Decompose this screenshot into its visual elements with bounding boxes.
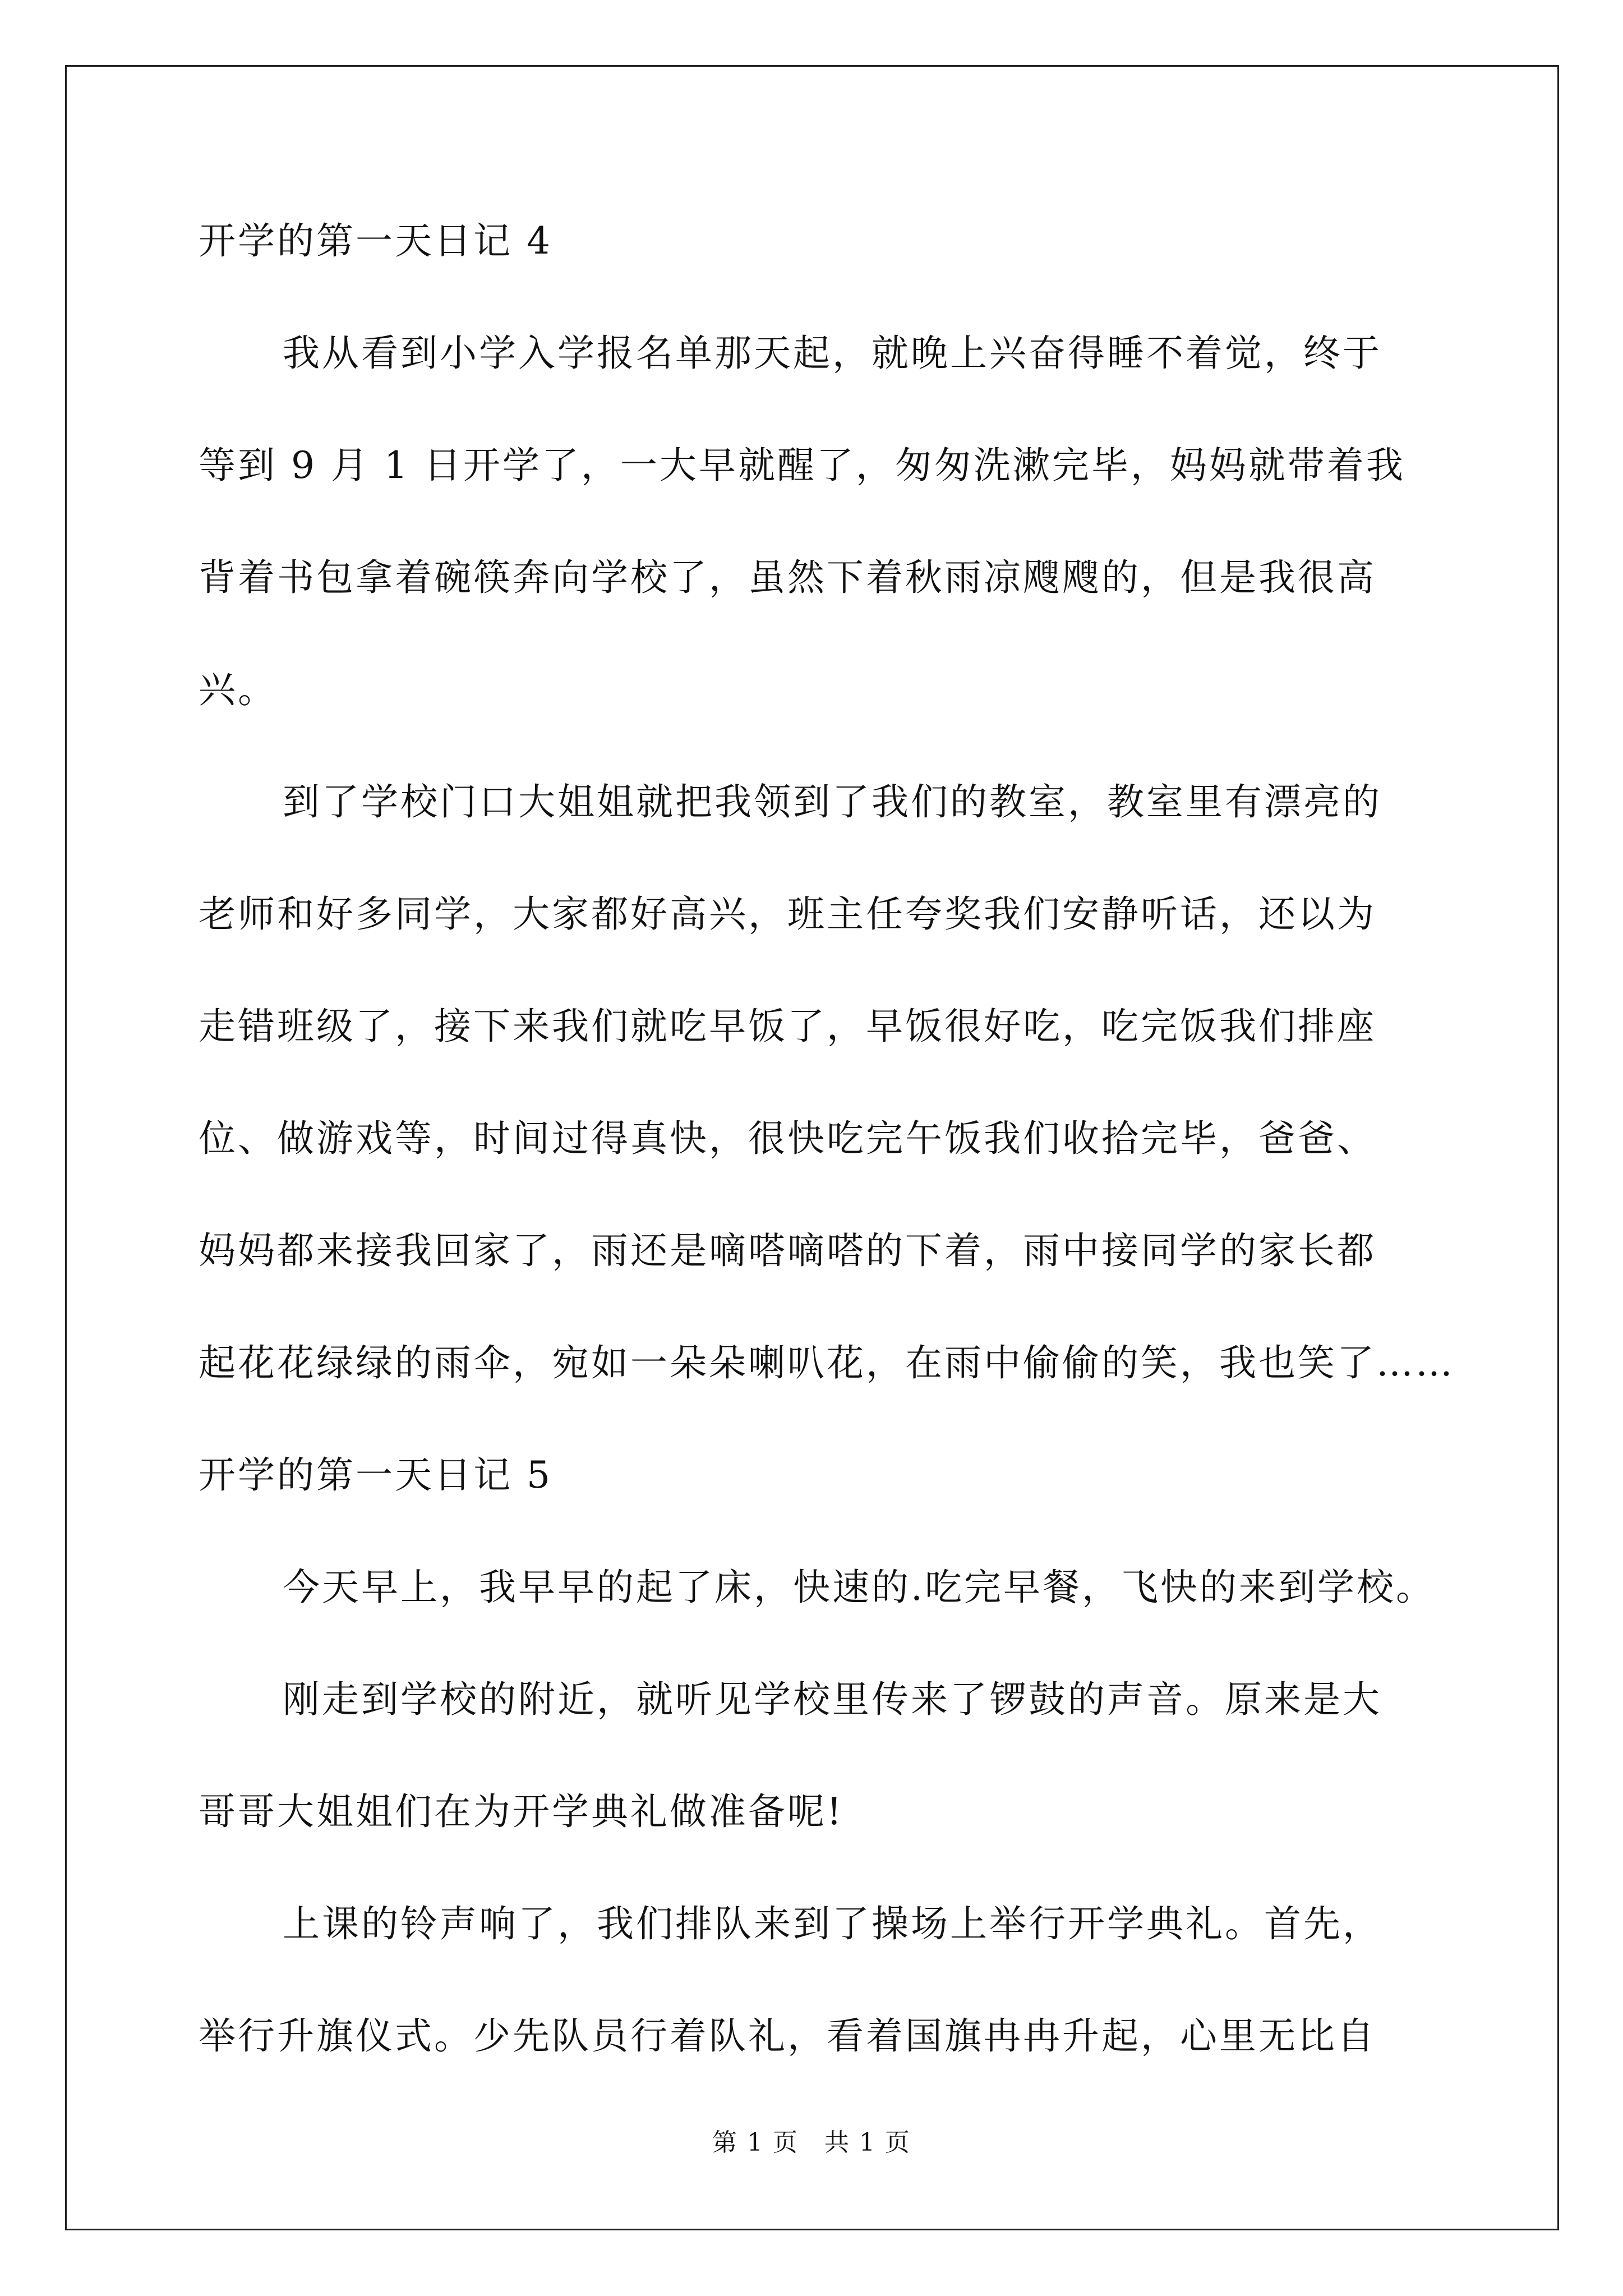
text-line: 我从看到小学入学报名单那天起，就晚上兴奋得睡不着觉，终于 (283, 332, 1382, 375)
text-line: 位、做游戏等，时间过得真快，很快吃完午饭我们收拾完毕，爸爸、 (199, 1117, 1376, 1160)
text-line: 上课的铃声响了，我们排队来到了操场上举行开学典礼。首先， (283, 1902, 1382, 1945)
text-line: 起花花绿绿的雨伞，宛如一朵朵喇叭花，在雨中偷偷的笑，我也笑了…… (199, 1341, 1455, 1384)
text-line: 走错班级了，接下来我们就吃早饭了，早饭很好吃，吃完饭我们排座 (199, 1005, 1376, 1048)
text-line: 妈妈都来接我回家了，雨还是嘀嗒嘀嗒的下着，雨中接同学的家长都 (199, 1229, 1376, 1272)
heading-diary-4: 开学的第一天日记 4 (199, 219, 552, 263)
text-line: 背着书包拿着碗筷奔向学校了，虽然下着秋雨凉飕飕的，但是我很高 (199, 556, 1376, 599)
text-line: 刚走到学校的附近，就听见学校里传来了锣鼓的声音。原来是大 (283, 1678, 1382, 1721)
page-number-footer: 第 1 页 共 1 页 (712, 2128, 911, 2157)
text-line: 哥哥大姐姐们在为开学典礼做准备呢! (199, 1790, 844, 1833)
heading-diary-5: 开学的第一天日记 5 (199, 1453, 552, 1497)
text-line: 到了学校门口大姐姐就把我领到了我们的教室，教室里有漂亮的 (283, 780, 1382, 823)
text-line: 老师和好多同学，大家都好高兴，班主任夸奖我们安静听话，还以为 (199, 892, 1376, 936)
text-line: 等到 9 月 1 日开学了，一大早就醒了，匆匆洗漱完毕，妈妈就带着我 (199, 444, 1405, 487)
text-line: 兴。 (199, 668, 277, 711)
text-line: 举行升旗仪式。少先队员行着队礼，看着国旗冉冉升起，心里无比自 (199, 2014, 1376, 2058)
text-line: 今天早上，我早早的起了床，快速的.吃完早餐，飞快的来到学校。 (283, 1566, 1435, 1609)
